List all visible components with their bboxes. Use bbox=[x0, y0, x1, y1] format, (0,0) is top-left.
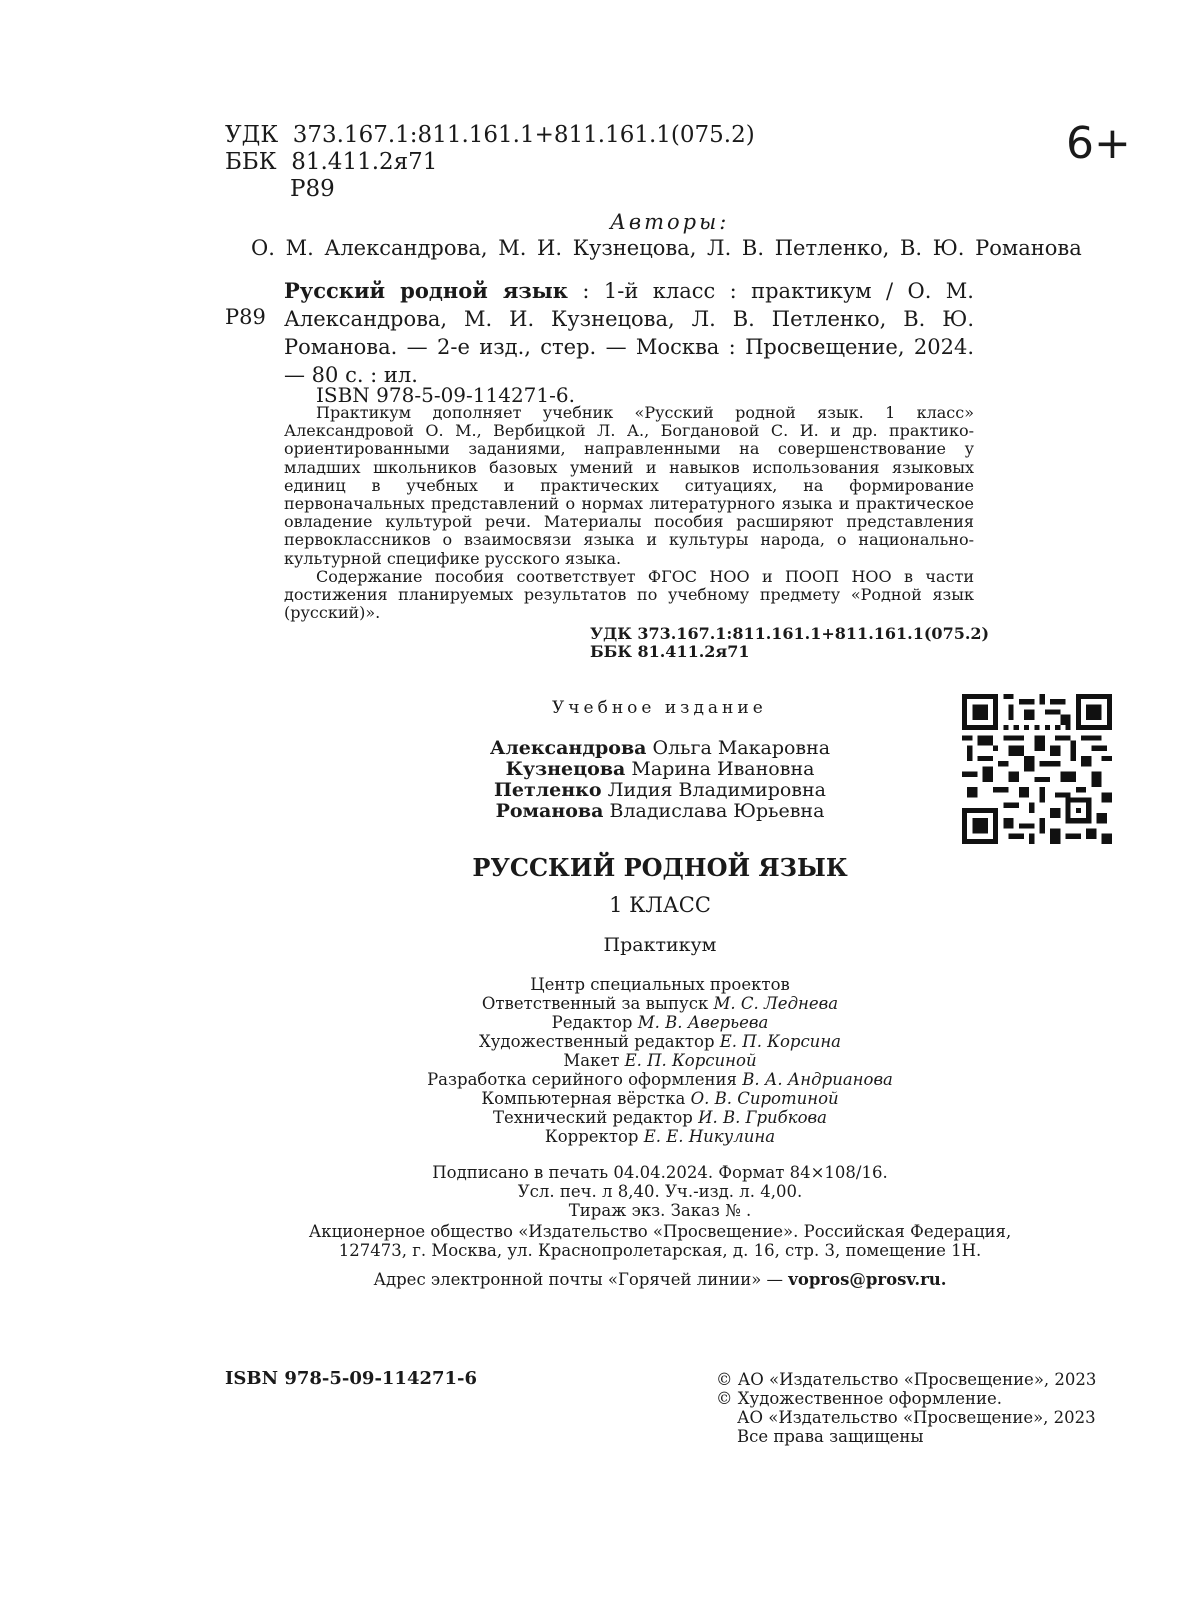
credit-person: М. В. Аверьева bbox=[637, 1013, 769, 1032]
publisher-name: Акционерное общество «Издательство «Просвещение». Российская Федерация, bbox=[308, 1222, 1012, 1241]
credit-role: Технический редактор bbox=[493, 1108, 693, 1127]
udk-line bbox=[225, 121, 755, 149]
book-title: РУССКИЙ РОДНОЙ ЯЗЫК bbox=[472, 853, 848, 882]
print-info bbox=[350, 1163, 970, 1220]
abstract-paragraph-1: Практикум дополняет учебник «Русский родной язык. 1 класс» Александровой О. М., Вербицкой Л. А., Богдановой С. И. и др. практико-ориентированными заданиями, направленными на совершенствование у младших школьников базовых умений и навыков использования языковых единиц в учебных и практических ситуациях, на формирование первоначальных представлений о нормах литературного языка и практическое овладение культурой речи. Материалы пособия расширяют представления первоклассников о взаимосвязи языка и культуры народа, о национально-культурной специфике русского языка. bbox=[284, 403, 974, 568]
credit-role: Разработка серийного оформления bbox=[427, 1070, 737, 1089]
copyright-line: Все права защищены bbox=[737, 1427, 924, 1446]
credit-role: Ответственный за выпуск bbox=[481, 994, 709, 1013]
author-given-name: Марина Ивановна bbox=[631, 758, 815, 780]
classification-codes bbox=[590, 625, 989, 661]
book-grade: 1 КЛАСС bbox=[609, 893, 711, 917]
edition-type: Учебное издание bbox=[552, 698, 767, 718]
credit-role: Корректор bbox=[544, 1127, 639, 1146]
copyright bbox=[716, 1370, 1096, 1446]
author-name-row bbox=[450, 738, 870, 759]
reference-title: Русский родной язык bbox=[284, 278, 568, 303]
author-given-name: Владислава Юрьевна bbox=[609, 800, 825, 822]
udk-code: 373.167.1:811.161.1+811.161.1(075.2) bbox=[292, 122, 755, 148]
credit-role: Макет bbox=[563, 1051, 620, 1070]
reference-isbn: ISBN 978-5-09-114271-6. bbox=[316, 383, 575, 407]
credit-person: О. В. Сиротиной bbox=[690, 1089, 839, 1108]
publisher-info bbox=[260, 1222, 1060, 1260]
credit-row bbox=[350, 1108, 970, 1127]
credit-person: М. С. Леднева bbox=[713, 994, 839, 1013]
bbk-code: 81.411.2я71 bbox=[291, 149, 438, 175]
udk-repeat: УДК 373.167.1:811.161.1+811.161.1(075.2) bbox=[590, 624, 990, 643]
credit-person: Е. П. Корсиной bbox=[624, 1051, 757, 1070]
reference-code: Р89 bbox=[225, 305, 266, 329]
abstract bbox=[284, 404, 974, 622]
author-given-name: Лидия Владимировна bbox=[607, 779, 826, 801]
credit-row bbox=[350, 1089, 970, 1108]
copyright-line: АО «Издательство «Просвещение», 2023 bbox=[737, 1408, 1096, 1427]
email-address[interactable]: vopros@prosv.ru. bbox=[788, 1270, 947, 1289]
author-name-row bbox=[450, 780, 870, 801]
age-rating: 6+ bbox=[1066, 118, 1131, 169]
abstract-paragraph-2: Содержание пособия соответствует ФГОС НОО и ПООП НОО в части достижения планируемых результатов по учебному предмету «Родной язык (русский)». bbox=[284, 566, 974, 623]
credit-row bbox=[350, 994, 970, 1013]
author-name-row bbox=[450, 759, 870, 780]
credit-row bbox=[350, 1127, 970, 1146]
author-mark: Р89 bbox=[290, 176, 335, 202]
authors-title: Авторы: bbox=[610, 210, 730, 234]
copyright-line: © АО «Издательство «Просвещение», 2023 bbox=[716, 1370, 1097, 1389]
email-label: Адрес электронной почты «Горячей линии» — bbox=[373, 1270, 789, 1289]
author-surname: Кузнецова bbox=[505, 758, 626, 780]
reference-details: : 1-й класс : практикум / О. М. Александрова, М. И. Кузнецова, Л. В. Петленко, В. Ю. Романова. — 2-е изд., стер. — Москва : Просвещение, 2024. — 80 с. : ил. bbox=[284, 279, 974, 387]
isbn-bottom: ISBN 978-5-09-114271-6 bbox=[225, 1368, 478, 1389]
bbk-line bbox=[225, 148, 437, 176]
credit-row bbox=[350, 1013, 970, 1032]
bibliographic-reference bbox=[284, 277, 974, 389]
author-given-name: Ольга Макаровна bbox=[652, 737, 831, 759]
print-signed: Подписано в печать 04.04.2024. Формат 84×108/16. bbox=[432, 1163, 888, 1182]
print-run: Тираж экз. Заказ № . bbox=[568, 1201, 752, 1220]
credit-person: Е. Е. Никулина bbox=[643, 1127, 776, 1146]
author-names bbox=[450, 738, 870, 822]
credit-role: Компьютерная вёрстка bbox=[481, 1089, 686, 1108]
publisher-address: 127473, г. Москва, ул. Краснопролетарская, д. 16, стр. 3, помещение 1Н. bbox=[338, 1241, 982, 1260]
hotline-email bbox=[260, 1270, 1060, 1289]
credit-row bbox=[350, 1051, 970, 1070]
center-name: Центр специальных проектов bbox=[530, 975, 790, 994]
udk-label: УДК bbox=[225, 122, 279, 148]
author-name-row bbox=[450, 801, 870, 822]
print-sheets: Усл. печ. л 8,40. Уч.-изд. л. 4,00. bbox=[517, 1182, 803, 1201]
credit-person: Е. П. Корсина bbox=[719, 1032, 842, 1051]
qr-code-icon bbox=[961, 694, 1113, 844]
bbk-label: ББК bbox=[225, 149, 277, 175]
bbk-repeat: ББК 81.411.2я71 bbox=[590, 642, 750, 661]
authors-list: О. М. Александрова, М. И. Кузнецова, Л. В. Петленко, В. Ю. Романова bbox=[251, 236, 1082, 260]
author-surname: Романова bbox=[495, 800, 604, 822]
credit-role: Редактор bbox=[551, 1013, 633, 1032]
credit-person: И. В. Грибкова bbox=[698, 1108, 827, 1127]
credit-person: В. А. Андрианова bbox=[742, 1070, 893, 1089]
credit-row bbox=[350, 1070, 970, 1089]
credit-role: Художественный редактор bbox=[478, 1032, 715, 1051]
author-surname: Петленко bbox=[493, 779, 602, 801]
book-kind: Практикум bbox=[603, 934, 717, 956]
copyright-line: © Художественное оформление. bbox=[716, 1389, 1003, 1408]
credits bbox=[350, 975, 970, 1146]
credit-row bbox=[350, 1032, 970, 1051]
author-surname: Александрова bbox=[489, 737, 647, 759]
